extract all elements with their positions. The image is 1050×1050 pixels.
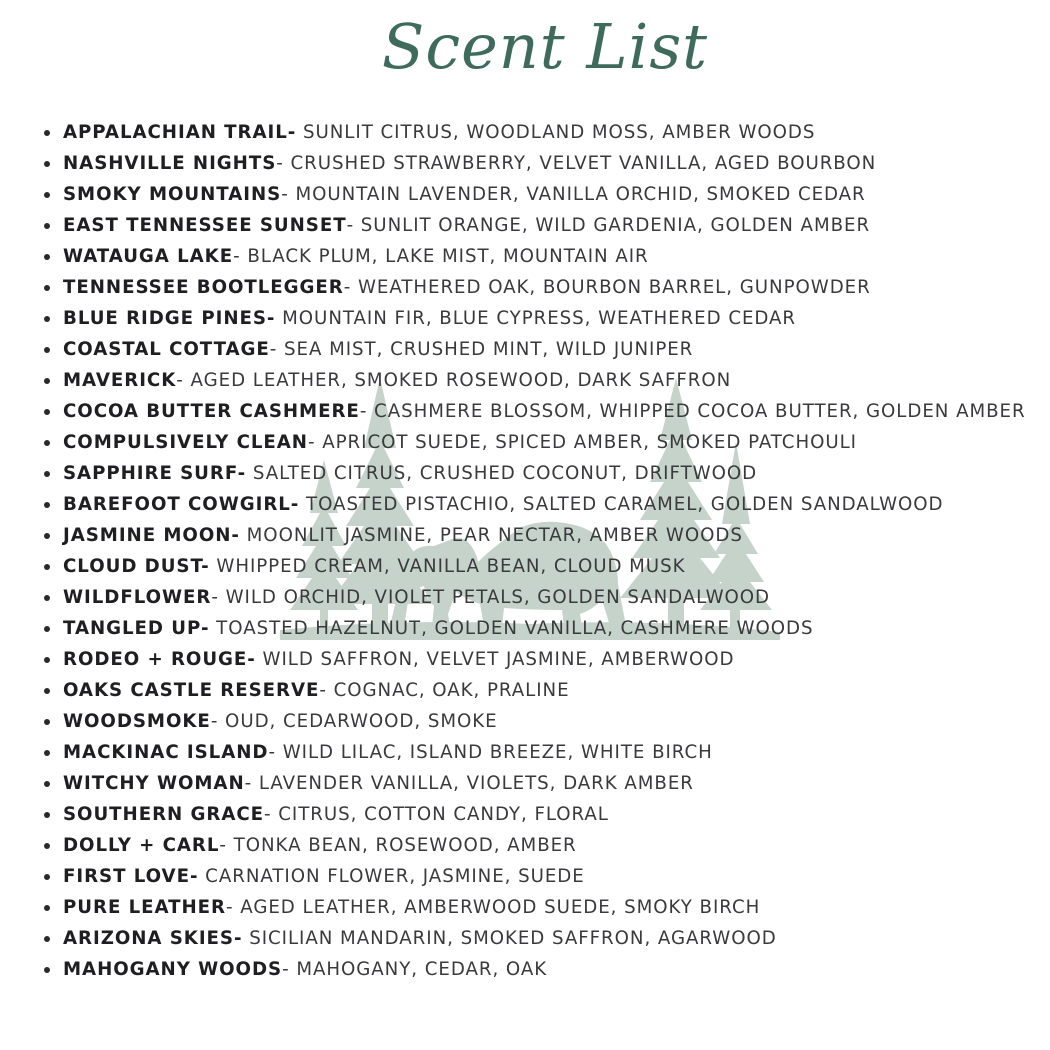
- scent-name: FIRST LOVE-: [63, 866, 199, 887]
- scent-name: SOUTHERN GRACE: [63, 804, 265, 825]
- scent-name: MACKINAC ISLAND: [63, 742, 269, 763]
- bullet-icon: [44, 471, 50, 477]
- scent-notes: - CASHMERE BLOSSOM, WHIPPED COCOA BUTTER, GOLDEN AMBER: [359, 401, 1026, 422]
- page-title-text: Scent List: [381, 10, 709, 83]
- scent-notes: CARNATION FLOWER, JASMINE, SUEDE: [198, 866, 585, 887]
- scent-notes: - AGED LEATHER, AMBERWOOD SUEDE, SMOKY BIRCH: [226, 897, 761, 918]
- bullet-icon: [44, 254, 50, 260]
- bullet-icon: [44, 440, 50, 446]
- scent-notes: - AGED LEATHER, SMOKED ROSEWOOD, DARK SAFFRON: [176, 370, 732, 391]
- bullet-icon: [44, 409, 50, 415]
- scent-list-item: [42, 427, 1026, 458]
- scent-notes: TOASTED HAZELNUT, GOLDEN VANILLA, CASHMERE WOODS: [209, 618, 814, 639]
- bullet-icon: [44, 595, 50, 601]
- scent-name: PURE LEATHER: [63, 897, 226, 918]
- bullet-icon: [44, 564, 50, 570]
- scent-list-item: [42, 148, 1026, 179]
- scent-notes: - COGNAC, OAK, PRALINE: [319, 680, 570, 701]
- scent-notes: - WILD LILAC, ISLAND BREEZE, WHITE BIRCH: [268, 742, 713, 763]
- scent-notes: MOUNTAIN FIR, BLUE CYPRESS, WEATHERED CEDAR: [275, 308, 797, 329]
- scent-list-item: [42, 768, 1026, 799]
- scent-name: CLOUD DUST-: [63, 556, 210, 577]
- scent-list-item: [42, 303, 1026, 334]
- scent-list-item: [42, 272, 1026, 303]
- scent-notes: - SEA MIST, CRUSHED MINT, WILD JUNIPER: [269, 339, 694, 360]
- page-title: [0, 6, 1050, 106]
- bullet-icon: [44, 316, 50, 322]
- scent-notes: - MOUNTAIN LAVENDER, VANILLA ORCHID, SMOKED CEDAR: [281, 184, 866, 205]
- bullet-icon: [44, 502, 50, 508]
- bullet-icon: [44, 285, 50, 291]
- scent-notes: - CITRUS, COTTON CANDY, FLORAL: [264, 804, 609, 825]
- scent-list-item: [42, 644, 1026, 675]
- scent-notes: - MAHOGANY, CEDAR, OAK: [282, 959, 548, 980]
- scent-list-item: [42, 675, 1026, 706]
- scent-name: DOLLY + CARL: [63, 835, 220, 856]
- scent-notes: SALTED CITRUS, CRUSHED COCONUT, DRIFTWOOD: [246, 463, 758, 484]
- scent-name: TENNESSEE BOOTLEGGER: [63, 277, 344, 298]
- scent-name: SAPPHIRE SURF-: [63, 463, 247, 484]
- scent-name: TANGLED UP-: [63, 618, 210, 639]
- scent-name: JASMINE MOON-: [63, 525, 240, 546]
- scent-notes: - SUNLIT ORANGE, WILD GARDENIA, GOLDEN AMBER: [346, 215, 871, 236]
- bullet-icon: [44, 626, 50, 632]
- bullet-icon: [44, 936, 50, 942]
- scent-notes: - TONKA BEAN, ROSEWOOD, AMBER: [219, 835, 577, 856]
- bullet-icon: [44, 967, 50, 973]
- scent-list: [42, 117, 1026, 985]
- scent-name: MAHOGANY WOODS: [63, 959, 283, 980]
- scent-name: NASHVILLE NIGHTS: [63, 153, 277, 174]
- scent-notes: TOASTED PISTACHIO, SALTED CARAMEL, GOLDEN SANDALWOOD: [299, 494, 944, 515]
- scent-list-item: [42, 117, 1026, 148]
- scent-list-item: [42, 830, 1026, 861]
- scent-name: BAREFOOT COWGIRL-: [63, 494, 300, 515]
- scent-list-item: [42, 799, 1026, 830]
- scent-name: EAST TENNESSEE SUNSET: [63, 215, 347, 236]
- bullet-icon: [44, 378, 50, 384]
- scent-notes: MOONLIT JASMINE, PEAR NECTAR, AMBER WOODS: [239, 525, 743, 546]
- bullet-icon: [44, 874, 50, 880]
- bullet-icon: [44, 719, 50, 725]
- bullet-icon: [44, 223, 50, 229]
- scent-list-item: [42, 892, 1026, 923]
- bullet-icon: [44, 781, 50, 787]
- scent-notes: WILD SAFFRON, VELVET JASMINE, AMBERWOOD: [255, 649, 735, 670]
- scent-notes: - CRUSHED STRAWBERRY, VELVET VANILLA, AGED BOURBON: [276, 153, 877, 174]
- bullet-icon: [44, 347, 50, 353]
- bullet-icon: [44, 161, 50, 167]
- bullet-icon: [44, 843, 50, 849]
- scent-name: COCOA BUTTER CASHMERE: [63, 401, 360, 422]
- scent-notes: - WEATHERED OAK, BOURBON BARREL, GUNPOWDER: [343, 277, 871, 298]
- scent-list-item: [42, 334, 1026, 365]
- bullet-icon: [44, 192, 50, 198]
- scent-notes: - OUD, CEDARWOOD, SMOKE: [210, 711, 498, 732]
- scent-list-item: [42, 396, 1026, 427]
- scent-name: WILDFLOWER: [63, 587, 212, 608]
- scent-list-item: [42, 210, 1026, 241]
- bullet-icon: [44, 750, 50, 756]
- scent-name: MAVERICK: [63, 370, 177, 391]
- scent-list-item: [42, 613, 1026, 644]
- scent-list-item: [42, 365, 1026, 396]
- scent-list-item: [42, 954, 1026, 985]
- bullet-icon: [44, 657, 50, 663]
- scent-list-item: [42, 923, 1026, 954]
- bullet-icon: [44, 130, 50, 136]
- scent-notes: - LAVENDER VANILLA, VIOLETS, DARK AMBER: [244, 773, 694, 794]
- scent-list-item: [42, 458, 1026, 489]
- scent-name: OAKS CASTLE RESERVE: [63, 680, 320, 701]
- scent-name: BLUE RIDGE PINES-: [63, 308, 276, 329]
- scent-list-item: [42, 179, 1026, 210]
- scent-name: SMOKY MOUNTAINS: [63, 184, 282, 205]
- scent-list-item: [42, 520, 1026, 551]
- bullet-icon: [44, 533, 50, 539]
- scent-list-item: [42, 241, 1026, 272]
- scent-name: ARIZONA SKIES-: [63, 928, 243, 949]
- scent-notes: SUNLIT CITRUS, WOODLAND MOSS, AMBER WOODS: [296, 122, 816, 143]
- scent-name: WATAUGA LAKE: [63, 246, 234, 267]
- bullet-icon: [44, 812, 50, 818]
- scent-name: WOODSMOKE: [63, 711, 211, 732]
- bullet-icon: [44, 905, 50, 911]
- scent-list-item: [42, 706, 1026, 737]
- scent-list-item: [42, 737, 1026, 768]
- scent-name: APPALACHIAN TRAIL-: [63, 122, 297, 143]
- scent-notes: - WILD ORCHID, VIOLET PETALS, GOLDEN SANDALWOOD: [211, 587, 770, 608]
- scent-notes: - APRICOT SUEDE, SPICED AMBER, SMOKED PATCHOULI: [307, 432, 857, 453]
- bullet-icon: [44, 688, 50, 694]
- scent-name: RODEO + ROUGE-: [63, 649, 256, 670]
- scent-notes: WHIPPED CREAM, VANILLA BEAN, CLOUD MUSK: [209, 556, 686, 577]
- scent-list-item: [42, 551, 1026, 582]
- scent-list-item: [42, 582, 1026, 613]
- scent-name: WITCHY WOMAN: [63, 773, 245, 794]
- scent-notes: SICILIAN MANDARIN, SMOKED SAFFRON, AGARWOOD: [242, 928, 777, 949]
- scent-list-item: [42, 489, 1026, 520]
- scent-notes: - BLACK PLUM, LAKE MIST, MOUNTAIN AIR: [233, 246, 649, 267]
- scent-name: COASTAL COTTAGE: [63, 339, 270, 360]
- scent-name: COMPULSIVELY CLEAN: [63, 432, 308, 453]
- scent-list-item: [42, 861, 1026, 892]
